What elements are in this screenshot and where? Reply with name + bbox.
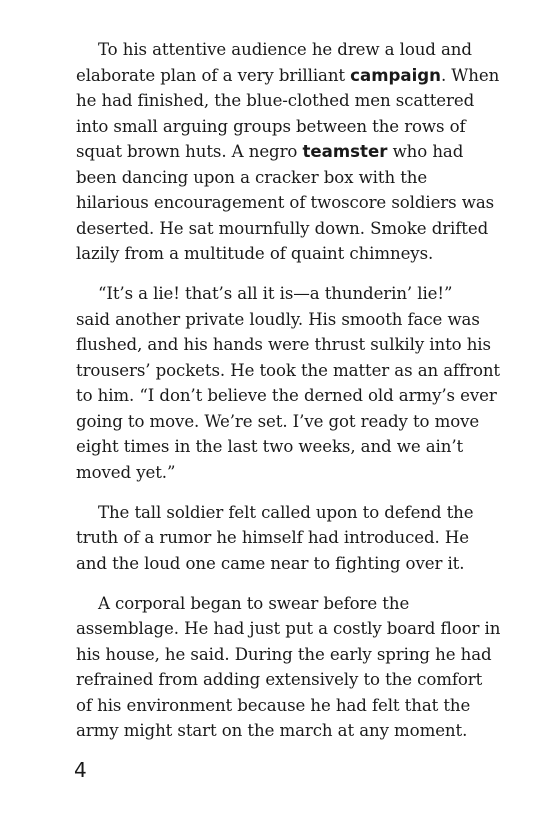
text-run: moved yet.” xyxy=(76,462,176,482)
text-run: . When xyxy=(440,65,500,85)
text-line xyxy=(76,642,492,668)
text-line xyxy=(76,332,491,358)
text-run: said another private loudly. His smooth face was xyxy=(76,309,480,329)
text-line xyxy=(76,241,476,267)
text-run: trousers’ pockets. He took the matter as an affront xyxy=(76,360,501,380)
text-run: and the loud one came near to fighting over it. xyxy=(76,553,465,573)
text-run: squat brown huts. A negro xyxy=(76,142,303,161)
paragraph xyxy=(76,500,476,577)
text-line xyxy=(76,216,489,242)
text-line xyxy=(76,358,501,384)
text-line xyxy=(76,139,476,165)
text-run: “It’s a lie! that’s all it is—a thunderin’ lie!” xyxy=(98,284,453,303)
text-line xyxy=(76,88,476,114)
text-line xyxy=(76,551,476,577)
text-line xyxy=(76,718,476,744)
text-line xyxy=(76,460,476,486)
vocabulary-word: teamster xyxy=(302,142,388,161)
text-run: elaborate plan of a very brilliant xyxy=(76,65,351,85)
text-line xyxy=(76,63,500,89)
text-run: truth of a rumor he himself had introduced. He xyxy=(76,528,469,547)
text-line xyxy=(76,281,476,307)
text-run: into small arguing groups between the rows of xyxy=(76,116,466,136)
text-run: who had xyxy=(387,142,464,161)
text-line xyxy=(76,37,476,63)
text-line xyxy=(76,525,476,551)
text-run: he had finished, the blue-clothed men scattered xyxy=(76,91,475,110)
paragraph xyxy=(76,591,501,744)
body-text xyxy=(76,37,501,758)
text-line xyxy=(76,667,483,693)
text-run: lazily from a multitude of quaint chimneys. xyxy=(76,244,434,263)
text-line xyxy=(76,616,501,642)
text-run: flushed, and his hands were thrust sulkily into his xyxy=(76,335,491,354)
text-run: army might start on the march at any moment. xyxy=(76,721,468,740)
text-run: To his attentive audience he drew a loud and xyxy=(98,40,472,59)
text-run: been dancing upon a cracker box with the xyxy=(76,167,428,187)
text-run: going to move. We’re set. I’ve got ready to move xyxy=(76,411,480,431)
page-number: 4 xyxy=(74,758,87,782)
text-line xyxy=(76,591,476,617)
text-line xyxy=(76,165,476,191)
paragraph xyxy=(76,37,500,267)
text-run: refrained from adding extensively to the comfort xyxy=(76,670,483,689)
text-line xyxy=(76,434,476,460)
text-run: hilarious encouragement of twoscore soldiers was xyxy=(76,193,495,212)
text-run: deserted. He sat mournfully down. Smoke drifted xyxy=(76,218,489,238)
text-run: A corporal began to swear before the xyxy=(98,593,410,613)
text-line xyxy=(76,693,476,719)
text-run: of his environment because he had felt that the xyxy=(76,695,471,715)
text-run: to him. “I don’t believe the derned old army’s ever xyxy=(76,386,497,405)
paragraph xyxy=(76,281,501,485)
vocabulary-word: campaign xyxy=(350,65,441,85)
text-line xyxy=(76,383,497,409)
text-run: eight times in the last two weeks, and we ain’t xyxy=(76,437,464,456)
text-run: his house, he said. During the early spring he had xyxy=(76,644,492,664)
text-line xyxy=(76,409,480,435)
text-line xyxy=(76,307,480,333)
text-line xyxy=(76,500,476,526)
text-line xyxy=(76,114,476,140)
text-line xyxy=(76,190,495,216)
text-run: The tall soldier felt called upon to defend the xyxy=(98,502,474,522)
text-run: assemblage. He had just put a costly board floor in xyxy=(76,619,501,638)
